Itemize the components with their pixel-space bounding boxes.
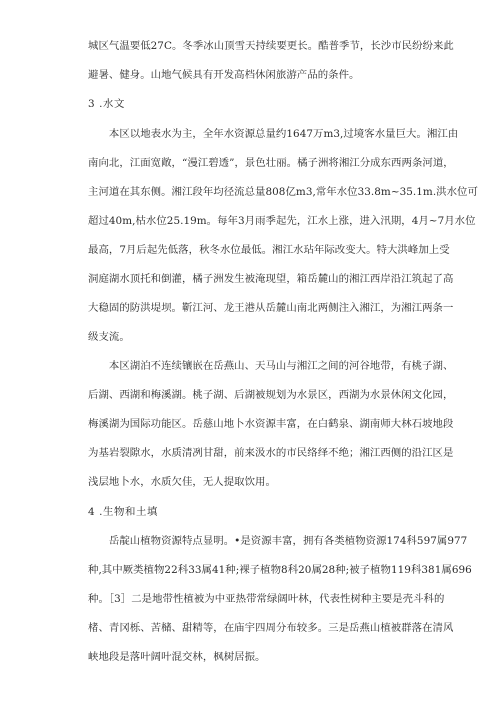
text-line: 避暑、健身。山地气候具有开发高档休闲旅游产品的条件。: [88, 69, 360, 81]
text-line: 本区以地表水为主，全年水资源总量约1647万m3,过境客水量巨大。湘江由: [88, 128, 459, 140]
text-line: 最高，7月后起先低落，秋冬水位最低。湘江水玷年际改变大。特大洪峰加上受: [88, 244, 450, 256]
text-line: 峡地段是落叶阔叶混交林，枫树居振。: [88, 651, 266, 663]
text-line: 种,其中厥类植物22科33属41种;裸子植物8科20属28种;被子植物119科381属696: [88, 564, 472, 576]
text-line: 超过40m,枯水位25.19m。每年3月雨季起先，江水上涨，进入汛期，4月~7月水位: [88, 215, 476, 227]
text-line: 本区湖泊不连续镶嵌在岳燕山、天马山与湘江之间的河谷地带，有桃子湖、: [88, 360, 454, 372]
text-line: 为基岩裂隙水，水质清冽甘甜，前来汲水的市民络绎不绝；湘江西侧的沿江区是: [88, 447, 454, 459]
text-line: 城区气温要低27C。冬季冰山顶雪天持续要更长。酷普季节，长沙市民纷纷来此: [88, 40, 454, 52]
text-line: 大稳固的防洪堤坝。靳江河、龙王港从岳麓山南北两侧注入湘江，为湘江两条一: [88, 302, 454, 314]
text-line: 楮、青冈栎、苦槠、甜精等，在庙宇四周分布较多。三是岳燕山植被群落在清风: [88, 622, 454, 634]
text-line: 级支流。: [88, 331, 130, 343]
text-line: 梅溪湖为国际功能区。岳慈山地卜水资源丰富，在白鹤泉、湖南师大林石坡地段: [88, 418, 454, 430]
section-heading-hydrology: 3 .水文: [88, 98, 125, 110]
text-line: 南向北，江面宽敞，“漫江碧透”，景色壮丽。橘子洲将湘江分成东西两条河道，: [88, 157, 454, 169]
text-line: 浅层地卜水，水质欠佳，无人提取饮用。: [88, 476, 276, 488]
text-line: 洞庭湖水顶托和倒灌，橘子洲发生被淹现望，箱岳麓山的湘江西岸沿江筑起了高: [88, 273, 454, 285]
text-line: 种。［3］二是地带性植被为中亚热带常绿阔叶林，代表性树种主要是壳斗科的: [88, 593, 445, 605]
text-line: 主河道在其东侧。湘江段年均径流总量808亿m3,常年水位33.8m~35.1m.洪水位可: [88, 186, 478, 198]
text-line: 后湖、西湖和梅溪湖。桃子湖、后湖被规划为水景区，西湖为水景休闲文化园，: [88, 389, 454, 401]
text-line: 岳靛山植物资源特点显明。•是资源丰富，拥有各类植物资源174科597属977: [88, 535, 468, 547]
section-heading-biology-soil: 4 .生物和土填: [88, 506, 158, 518]
